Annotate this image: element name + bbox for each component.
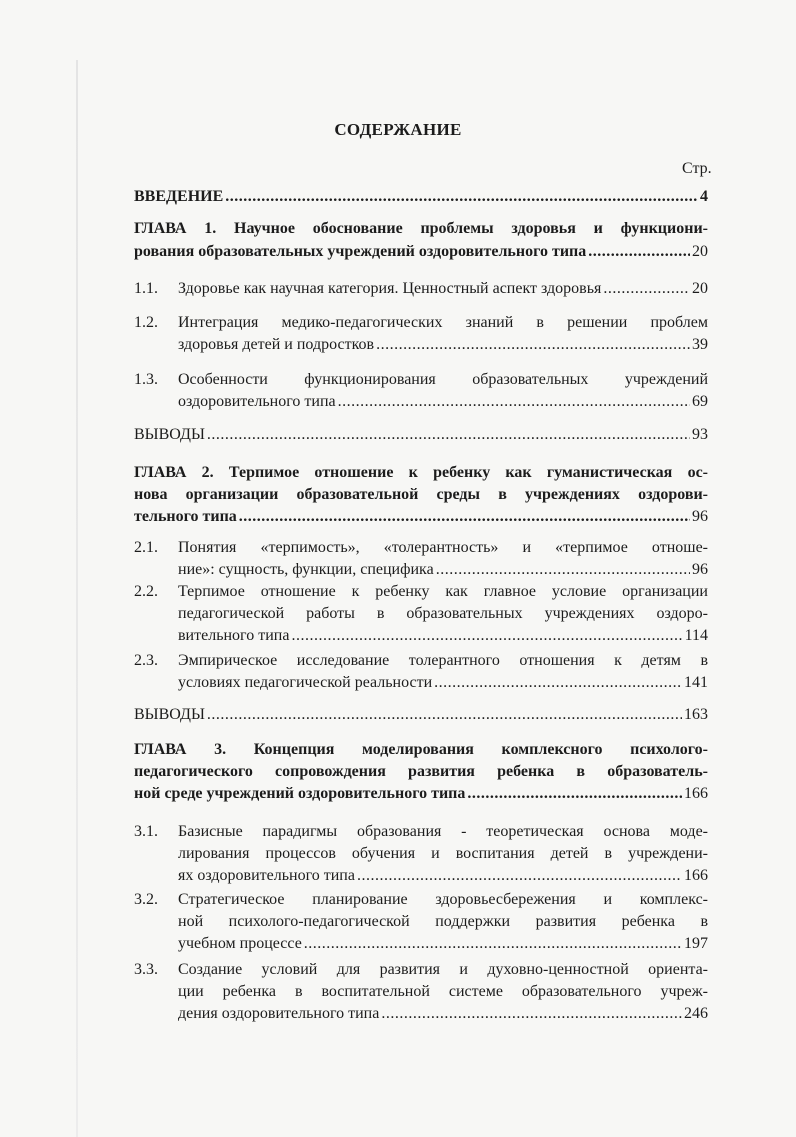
scan-edge	[76, 60, 78, 1137]
section-number: 3.3.	[134, 961, 158, 978]
toc-entry-1-3-line1: Особенности функционирования образовательных учреждений	[178, 371, 708, 388]
chapter3-title-line3: ной среде учреждений оздоровительного типа ..... 166	[134, 784, 708, 804]
toc-entry-conclusions-1: ВЫВОДЫ ..... 93	[134, 425, 708, 445]
section-number: 1.2.	[134, 314, 158, 331]
page-number: 4	[700, 188, 708, 205]
toc-entry-2-1-line2: ние»: сущность, функции, специфика ..... 96	[178, 560, 708, 580]
toc-entry-3-2-line1: Стратегическое планирование здоровьесбережения и комплекс-	[178, 891, 708, 908]
page-number: 141	[684, 674, 708, 691]
page-column-label: Стр.	[682, 160, 712, 177]
page-number: 163	[684, 706, 708, 723]
toc-entry-3-3-line1: Создание условий для развития и духовно-ценностной ориента-	[178, 961, 708, 978]
toc-entry-3-3-line2: ции ребенка в воспитательной системе образовательного учреж-	[178, 983, 708, 1000]
page-number: 166	[684, 785, 708, 802]
page-number: 114	[684, 627, 708, 644]
toc-entry-2-2-line3: вительного типа ..... 114	[178, 626, 708, 646]
toc-entry-3-2-line3: учебном процессе ..... 197	[178, 934, 708, 954]
toc-entry-2-3-line2: условиях педагогической реальности ..... 141	[178, 673, 708, 693]
page-number: 197	[684, 935, 708, 952]
section-number: 2.2.	[134, 583, 158, 600]
chapter3-title-line1: ГЛАВА 3. Концепция моделирования комплексного психолого-	[134, 741, 708, 758]
page-number: 96	[692, 508, 708, 525]
chapter1-title-line2: рования образовательных учреждений оздоровительного типа ..... 20	[134, 242, 708, 262]
section-number: 3.1.	[134, 823, 158, 840]
toc-entry-conclusions-2: ВЫВОДЫ ..... 163	[134, 705, 708, 725]
chapter1-title-line1: ГЛАВА 1. Научное обоснование проблемы здоровья и функциони-	[134, 220, 708, 237]
section-number: 1.3.	[134, 371, 158, 388]
toc-entry-2-3-line1: Эмпирическое исследование толерантного отношения к детям в	[178, 652, 708, 669]
toc-entry-1-3-line2: оздоровительного типа ..... 69	[178, 392, 708, 412]
chapter2-title-line3: тельного типа ..... 96	[134, 507, 708, 527]
page-number: 93	[692, 426, 708, 443]
page-number: 20	[692, 243, 708, 260]
toc-entry-3-1-line1: Базисные парадигмы образования - теоретическая основа моде-	[178, 823, 708, 840]
page-number: 39	[692, 336, 708, 353]
section-number: 2.3.	[134, 652, 158, 669]
chapter2-title-line1: ГЛАВА 2. Терпимое отношение к ребенку как гуманистическая ос-	[134, 464, 708, 481]
page-number: 246	[684, 1005, 708, 1022]
toc-entry-2-1-line1: Понятия «терпимость», «толерантность» и «терпимое отноше-	[178, 539, 708, 556]
page-number: 69	[692, 393, 708, 410]
toc-entry-2-2-line2: педагогической работы в образовательных учреждениях оздоро-	[178, 605, 708, 622]
page-number: 20	[692, 280, 708, 297]
chapter2-title-line2: нова организации образовательной среды в учреждениях оздорови-	[134, 486, 708, 503]
toc-entry-3-2-line2: ной психолого-педагогической поддержки развития ребенка в	[178, 913, 708, 930]
page-number: 96	[692, 561, 708, 578]
toc-entry-3-3-line3: дения оздоровительного типа ..... 246	[178, 1004, 708, 1024]
toc-entry-1-1: Здоровье как научная категория. Ценностный аспект здоровья ..... 20	[178, 279, 708, 299]
page-number: 166	[684, 867, 708, 884]
section-number: 3.2.	[134, 891, 158, 908]
toc-entry-1-2-line2: здоровья детей и подростков ..... 39	[178, 335, 708, 355]
chapter3-title-line2: педагогического сопровождения развития ребенка в образователь-	[134, 763, 708, 780]
toc-entry-intro: ВВЕДЕНИЕ ..... 4	[134, 187, 708, 207]
section-number: 2.1.	[134, 539, 158, 556]
section-number: 1.1.	[134, 280, 158, 297]
page-title: СОДЕРЖАНИЕ	[334, 120, 462, 139]
toc-entry-3-1-line3: ях оздоровительного типа ..... 166	[178, 866, 708, 886]
toc-entry-3-1-line2: лирования процессов обучения и воспитания детей в учреждени-	[178, 845, 708, 862]
toc-entry-1-2-line1: Интеграция медико-педагогических знаний в решении проблем	[178, 314, 708, 331]
toc-entry-2-2-line1: Терпимое отношение к ребенку как главное условие организации	[178, 583, 708, 600]
